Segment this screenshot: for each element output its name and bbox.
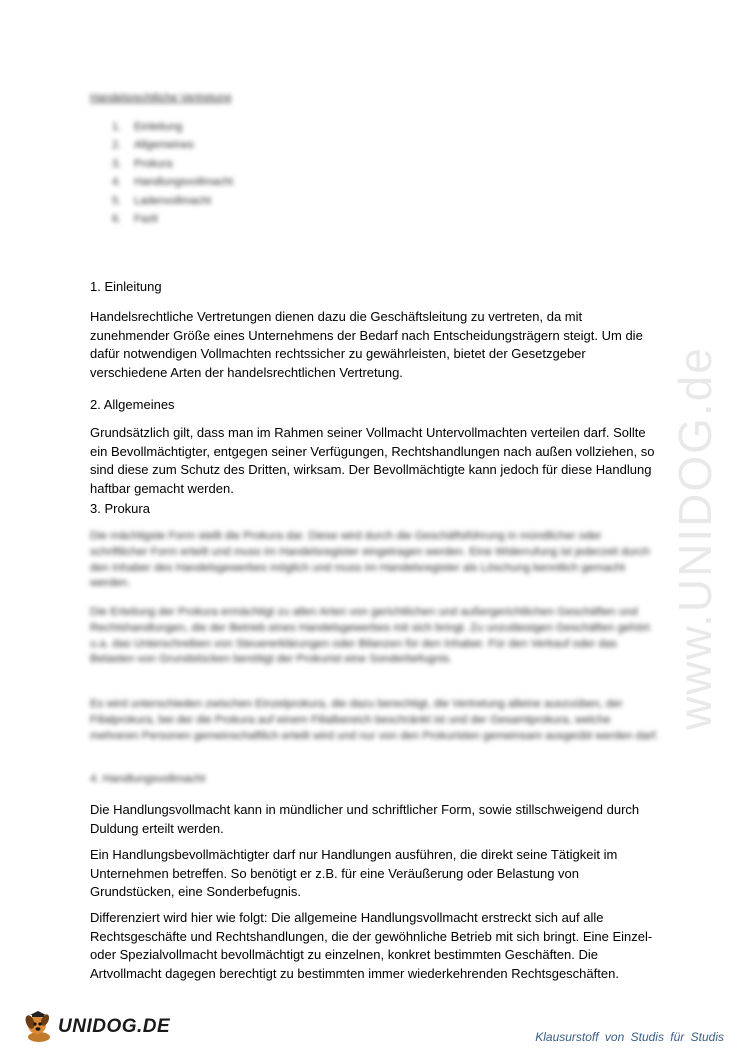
section-text-handlungsvollmacht-1: Die Handlungsvollmacht kann in mündlicher und schriftlicher Form, sowie stillschweigend durch Duldung erteilt werden. [90, 802, 640, 836]
toc-item: 3. Prokura [112, 157, 173, 170]
section-text-prokura-3: Es wird unterschieden zwischen Einzelprokura, die dazu berechtigt, die Vertretung alleine auszuüben, der Filialprokura, bei der die Prokura auf einem Filialbereich beschränkt ist und der Gesamtprokura, welche mehreren Personen gemeinschaftlich erteilt wird und nur von den Prokuristen gemeinsam ausgeübt werden darf. [90, 698, 659, 742]
section-text-allgemeines: Grundsätzlich gilt, dass man im Rahmen seiner Vollmacht Untervollmachten verteilen darf. Sollte ein Bevollmächtigter, entgegen seiner Verfügungen, Rechtshandlungen nach außen vollziehen, so sind diese zum Schutz des Dritten, wirksam. Der Bevollmächtigte kann jedoch für diese Handlung haftbar gemacht werden. [90, 425, 655, 496]
dog-mascot-icon [22, 1010, 56, 1044]
toc-item: 5. Ladenvollmacht [112, 194, 212, 207]
toc-item: 1. Einleitung [112, 121, 183, 133]
section-heading-allgemeines: 2. Allgemeines [90, 397, 175, 412]
footer-tagline: Klausurstoff von Studis für Studis [535, 1030, 724, 1044]
section-text-prokura-1: Die mächtigste Form stellt die Prokura dar. Diese wird durch die Geschäftsführung in mündlicher oder schriftlicher Form erteilt und muss im Handelsregister eingetragen werden. Eine Widerrufung ist jederzeit durch den Inhaber des Handelsgewerbes möglich und muss im Handelsregister als Löschung kenntlich gemacht werden. [90, 530, 650, 590]
section-heading-handlungsvollmacht: 4. Handlungsvollmacht [90, 773, 206, 785]
section-text-prokura-2: Die Erteilung der Prokura ermächtigt zu allen Arten von gerichtlichen und außergerichtlichen Geschäften und Rechtshandlungen, die der Betrieb eines Handelsgewerbes mit sich bringt. Zu unzulässigen Geschäften gehört u.a. das Unterschreiben von Steuererklärungen oder Bilanzen für den Inhaber. Für den Verkauf oder das Belasten von Grundstücken benötigt der Prokurist eine Sonderbefugnis. [90, 606, 650, 666]
toc-title: Handelsrechtliche Vertretung [90, 92, 232, 104]
unidog-logo [22, 1010, 170, 1044]
toc-item: 2. Allgemeines [112, 139, 194, 152]
section-heading-prokura: 3. Prokura [90, 501, 150, 516]
section-text-handlungsvollmacht-3: Differenziert wird hier wie folgt: Die allgemeine Handlungsvollmacht erstreckt sich auf alle Rechtsgeschäfte und Rechtshandlungen, die der gewöhnliche Betrieb mit sich bringt. Eine Einzel- oder Spezialvollmacht bevollmächtigt zu einzelnen, konkret bestimmten Geschäften. Die Artvollmacht dagegen berechtigt zu bestimmten immer wiederkehrenden Rechtsgeschäften. [90, 910, 653, 981]
logo-text: UNIDOG.DE [58, 1016, 171, 1037]
table-of-contents [112, 118, 233, 228]
toc-item: 6. Fazit [112, 213, 158, 226]
toc-item: 4. Handlungsvollmacht [112, 176, 234, 189]
section-heading-einleitung: 1. Einleitung [90, 279, 162, 294]
section-text-handlungsvollmacht-2: Ein Handlungsbevollmächtigter darf nur Handlungen ausführen, die direkt seine Tätigkeit im Unternehmen betreffen. So benötigt er z.B. für eine Veräußerung oder Belastung von Grundstücken, eine Sonderbefugnis. [90, 847, 618, 900]
section-text-einleitung: Handelsrechtliche Vertretungen dienen dazu die Geschäftsleitung zu vertreten, da mit zunehmender Größe eines Unternehmens der Bedarf nach Entscheidungsträgern steigt. Um die dafür notwendigen Vollmachten rechtssicher zu gewährleisten, bietet der Gesetzgeber verschiedene Arten der handelsrechtlichen Vertretung. [90, 309, 643, 380]
watermark: www.UNIDOG.de [669, 346, 721, 730]
